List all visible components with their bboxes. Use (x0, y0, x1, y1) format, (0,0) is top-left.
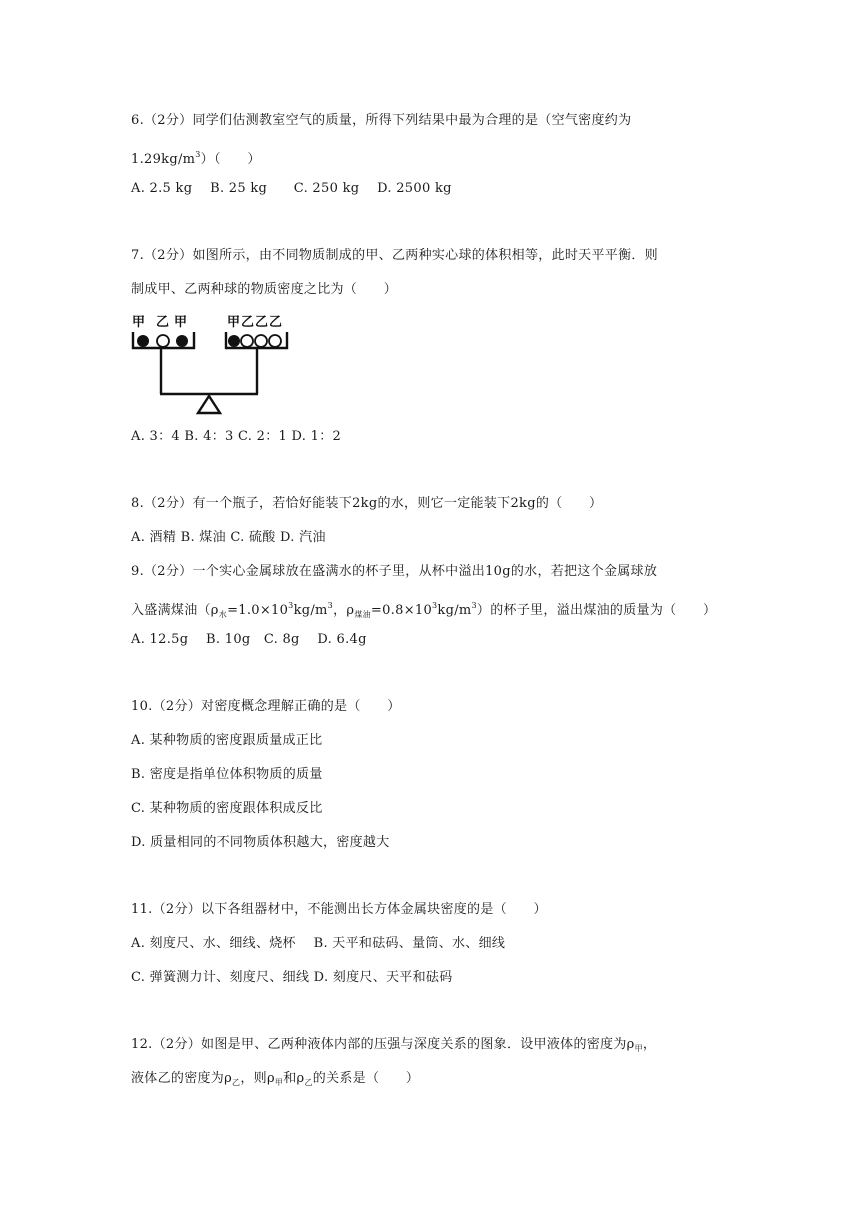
right-pan-label-1: 甲 (227, 315, 241, 330)
q10-option-b: B. 密度是指单位体积物质的质量 (131, 767, 323, 782)
q9-stem-line-1: 9.（2分）一个实心金属球放在盛满水的杯子里，从杯中溢出10g的水，若把这个金属球放 (131, 564, 658, 579)
left-pan-label-1: 甲 (132, 315, 146, 330)
q6-stem-line-1: 6.（2分）同学们估测教室空气的质量，所得下列结果中最为合理的是（空气密度约为 (131, 113, 632, 128)
q10-option-a: A. 某种物质的密度跟质量成正比 (131, 733, 323, 748)
q11-stem: 11.（2分）以下各组器材中，不能测出长方体金属块密度的是（ ） (131, 902, 547, 917)
left-pan-label-3: 甲 (174, 315, 188, 330)
left-ball-yi (157, 335, 169, 347)
balance-diagram (130, 312, 292, 416)
q7-stem-line-1: 7.（2分）如图所示，由不同物质制成的甲、乙两种实心球的体积相等，此时天平平衡．则 (131, 248, 658, 263)
right-pan-label-3: 乙 (255, 315, 269, 330)
q7-stem-line-2: 制成甲、乙两种球的物质密度之比为（ ） (131, 282, 398, 297)
right-ball-yi-2 (255, 335, 267, 347)
q12-stem-line-2: 液体乙的密度为$\rho_乙$，则$\rho_甲$和$\rho_乙$的关系是（ ） (131, 1071, 420, 1087)
q10-option-c: C. 某种物质的密度跟体积成反比 (131, 801, 323, 816)
q9-options: A. 12.5g B. 10g C. 8g D. 6.4g (131, 632, 367, 647)
q12-stem-line-1: 12.（2分）如图是甲、乙两种液体内部的压强与深度关系的图象．设甲液体的密度为$\rho_甲$， (131, 1037, 657, 1053)
q11-options-cd: C. 弹簧测力计、刻度尺、细线 D. 刻度尺、天平和砝码 (131, 970, 453, 985)
q11-options-ab: A. 刻度尺、水、细线、烧杯 B. 天平和砝码、量筒、水、细线 (131, 936, 506, 951)
right-ball-jia (228, 335, 240, 347)
q9-stem-line-2: 入盛满煤油（$\rho_水=1.0\times 10^3kg/m^3$，$\rho_{煤油}=0.8\times 10^3kg/m^3$）的杯子里，溢出煤油的质量为（ ） (131, 601, 717, 619)
left-ball-jia-1 (137, 335, 149, 347)
q7-options: A. 3：4 B. 4：3 C. 2：1 D. 1：2 (131, 429, 342, 444)
balance-figure (130, 312, 292, 416)
right-ball-yi-3 (269, 335, 281, 347)
fulcrum-triangle (198, 396, 220, 413)
q8-stem: 8.（2分）有一个瓶子，若恰好能装下2kg的水，则它一定能装下2kg的（ ） (131, 496, 603, 511)
q6-options: A. 2.5 kg B. 25 kg C. 250 kg D. 2500 kg (131, 181, 452, 196)
q8-options: A. 酒精 B. 煤油 C. 硫酸 D. 汽油 (131, 530, 326, 545)
left-ball-jia-2 (176, 335, 188, 347)
right-pan-label-2: 乙 (241, 315, 255, 330)
q6-stem-line-2: $1.29kg/m^3$）（ ） (131, 150, 261, 167)
left-pan-label-2: 乙 (156, 315, 170, 330)
right-ball-yi-1 (241, 335, 253, 347)
right-pan-label-4: 乙 (269, 315, 283, 330)
q10-option-d: D. 质量相同的不同物质体积越大，密度越大 (131, 835, 390, 850)
q10-stem: 10.（2分）对密度概念理解正确的是（ ） (131, 699, 401, 714)
